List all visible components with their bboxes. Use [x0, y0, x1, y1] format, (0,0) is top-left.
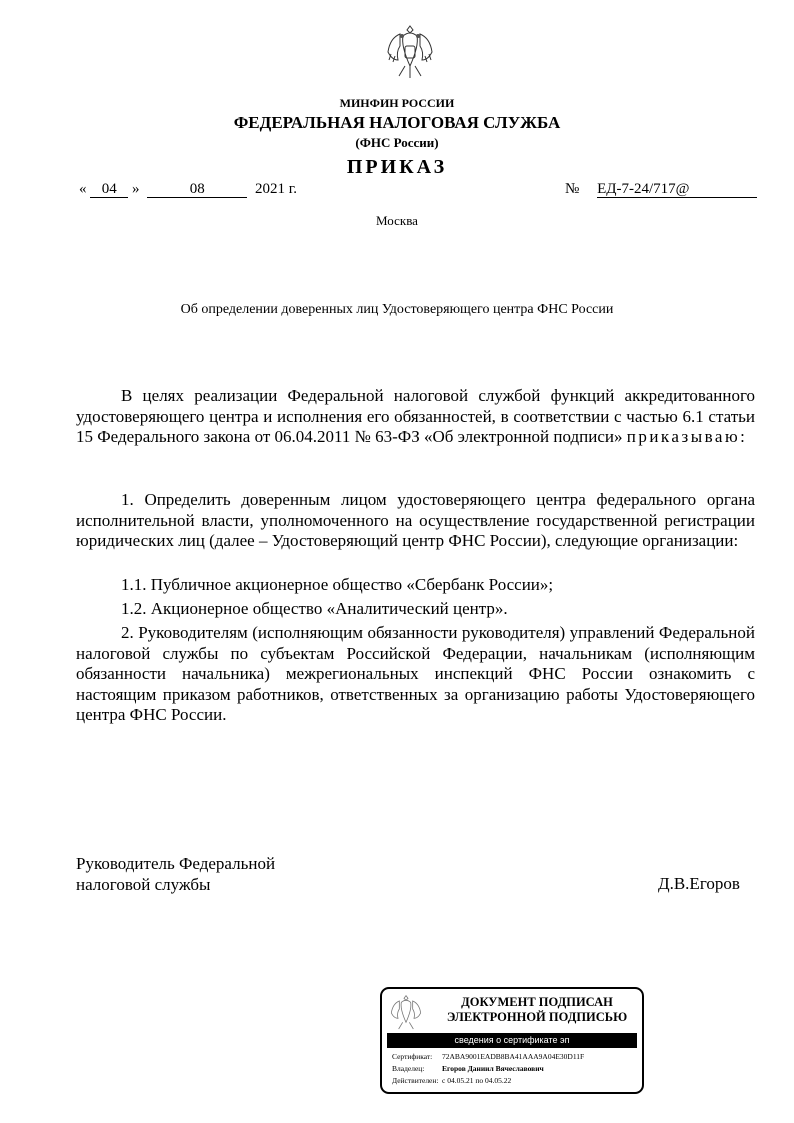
order-word: приказываю	[626, 427, 741, 446]
number-sign: №	[565, 181, 580, 197]
item-1-1: 1.1. Публичное акционерное общество «Сбербанк России»;	[121, 575, 554, 594]
stamp-emblem-icon	[388, 993, 424, 1033]
validity-row	[392, 1076, 511, 1085]
date-field	[79, 181, 297, 198]
stamp-title	[434, 995, 640, 1025]
position-line-2: налоговой службы	[76, 875, 211, 894]
certificate-info-bar: сведения о сертификате эп	[387, 1033, 637, 1048]
document-type: ПРИКАЗ	[346, 156, 448, 178]
agency-short-name: (ФНС России)	[355, 135, 439, 150]
date-month: 08	[147, 181, 247, 198]
certificate-label: Сертификат:	[392, 1052, 433, 1061]
owner-value: Егоров Даниил Вячеславович	[442, 1064, 544, 1073]
signatory-position	[76, 853, 275, 895]
open-quote: «	[79, 181, 87, 197]
preamble-text: В целях реализации Федеральной налоговой службой функций аккредитованного удостоверяющего центра и исполнения его обязанностей, в соответствии с частью 6.1 статьи 15 Федерального закона от 06.04.2011 № 63-ФЗ «Об электронной подписи»	[76, 386, 755, 446]
signatory-name: Д.В.Егоров	[658, 874, 740, 893]
order-colon: :	[740, 427, 745, 446]
city: Москва	[376, 213, 418, 228]
e-signature-stamp	[380, 987, 644, 1094]
date-year: 2021 г.	[255, 181, 297, 197]
preamble-paragraph	[76, 386, 755, 448]
order-number-field	[565, 181, 757, 198]
validity-label: Действителен:	[392, 1076, 439, 1085]
owner-row	[392, 1064, 544, 1073]
validity-value: с 04.05.21 по 04.05.22	[442, 1076, 512, 1085]
document-subject: Об определении доверенных лиц Удостоверяющего центра ФНС России	[180, 302, 614, 317]
agency-name: ФЕДЕРАЛЬНАЯ НАЛОГОВАЯ СЛУЖБА	[233, 113, 561, 132]
order-number: ЕД-7-24/717@	[597, 181, 757, 198]
coat-of-arms-icon	[385, 22, 435, 82]
stamp-title-line-2: ЭЛЕКТРОННОЙ ПОДПИСЬЮ	[446, 1010, 628, 1024]
date-day: 04	[90, 181, 128, 198]
position-line-1: Руководитель Федеральной	[76, 854, 276, 873]
certificate-value: 72ABA9001EADB8BA41AAA9A04E30D11F	[442, 1052, 585, 1061]
ministry-name: МИНФИН РОССИИ	[339, 96, 455, 110]
item-1-2: 1.2. Акционерное общество «Аналитический центр».	[121, 599, 508, 618]
close-quote: »	[132, 181, 140, 197]
item-1: 1. Определить доверенным лицом удостоверяющего центра федерального органа исполнительной власти, уполномоченного на осуществление государственной регистрации юридических лиц (далее – Удостоверяющий центр ФНС России), следующие организации:	[76, 490, 755, 550]
certificate-row	[392, 1052, 584, 1061]
item-2: 2. Руководителям (исполняющим обязанности руководителя) управлений Федеральной налоговой службы по субъектам Российской Федерации, начальникам (исполняющим обязанности начальника) межрегиональных инспекций ФНС России ознакомить с настоящим приказом работников, ответственных за организацию работы Удостоверяющего центра ФНС России.	[76, 623, 755, 724]
owner-label: Владелец:	[392, 1064, 425, 1073]
stamp-title-line-1: ДОКУМЕНТ ПОДПИСАН	[461, 995, 613, 1009]
